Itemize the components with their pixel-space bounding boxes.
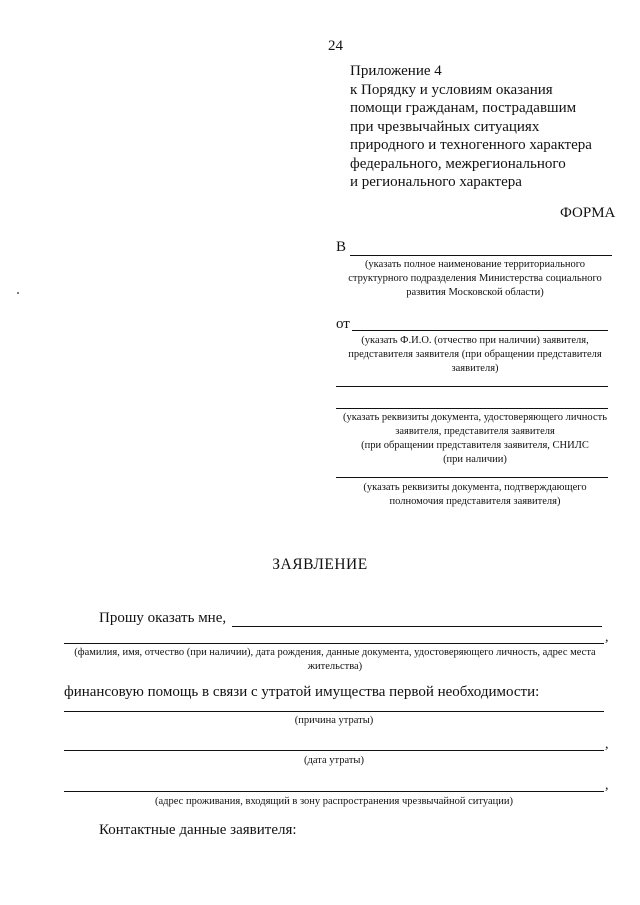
aid-sentence: финансовую помощь в связи с утратой имущества первой необходимости: xyxy=(64,684,540,700)
scan-speck xyxy=(17,292,19,294)
appendix-line: Приложение 4 xyxy=(350,63,442,79)
page-number: 24 xyxy=(328,38,343,54)
reason-hint: (причина утраты) xyxy=(294,715,374,726)
document-title: ЗАЯВЛЕНИЕ xyxy=(272,556,368,573)
request-field-line[interactable] xyxy=(232,626,602,627)
from-hint: (указать Ф.И.О. (отчество при наличии) заявителя, представителя заявителя (при обращении представителя заявителя) xyxy=(348,335,602,374)
date-field-line[interactable] xyxy=(64,750,604,751)
form-label: ФОРМА xyxy=(560,205,616,221)
comma: , xyxy=(605,737,609,752)
appendix-line: при чрезвычайных ситуациях xyxy=(350,118,540,135)
appendix-line: природного и техногенного характера xyxy=(350,137,592,153)
person-field-line[interactable] xyxy=(64,643,604,644)
appendix-header xyxy=(350,62,592,192)
auth-hint: (указать реквизиты документа, подтверждающего полномочия представителя заявителя) xyxy=(363,482,587,507)
address-hint: (адрес проживания, входящий в зону распространения чрезвычайной ситуации) xyxy=(155,796,513,807)
reason-field-line[interactable] xyxy=(64,711,604,712)
to-field-line[interactable] xyxy=(350,255,612,256)
auth-field-line[interactable] xyxy=(336,477,608,478)
doc-field-line-2[interactable] xyxy=(336,408,608,409)
from-prefix: от xyxy=(336,316,350,332)
appendix-line: помощи гражданам, пострадавшим xyxy=(350,100,577,116)
from-field-line[interactable] xyxy=(352,330,608,331)
person-hint: (фамилия, имя, отчество (при наличии), дата рождения, данные документа, удостоверяющего личность, адрес места жительства) xyxy=(74,647,596,672)
doc-field-line-1[interactable] xyxy=(336,386,608,387)
appendix-line: федерального, межрегионального xyxy=(350,155,566,172)
to-prefix: В xyxy=(336,239,347,255)
request-prefix: Прошу оказать мне, xyxy=(99,610,227,626)
appendix-line: к Порядку и условиям оказания xyxy=(350,81,553,98)
contacts-label: Контактные данные заявителя: xyxy=(99,822,297,838)
doc-hint: (указать реквизиты документа, удостоверяющего личность заявителя, представителя заявителя (при обращении представителя заявителя, СНИЛС (при наличии) xyxy=(343,412,607,465)
to-hint: (указать полное наименование территориального структурного подразделения Министерства социального развития Московской области) xyxy=(348,259,602,298)
comma: , xyxy=(605,778,609,793)
date-hint: (дата утраты) xyxy=(304,755,364,766)
appendix-line: и регионального характера xyxy=(350,174,522,190)
address-field-line[interactable] xyxy=(64,791,604,792)
comma: , xyxy=(605,630,609,645)
